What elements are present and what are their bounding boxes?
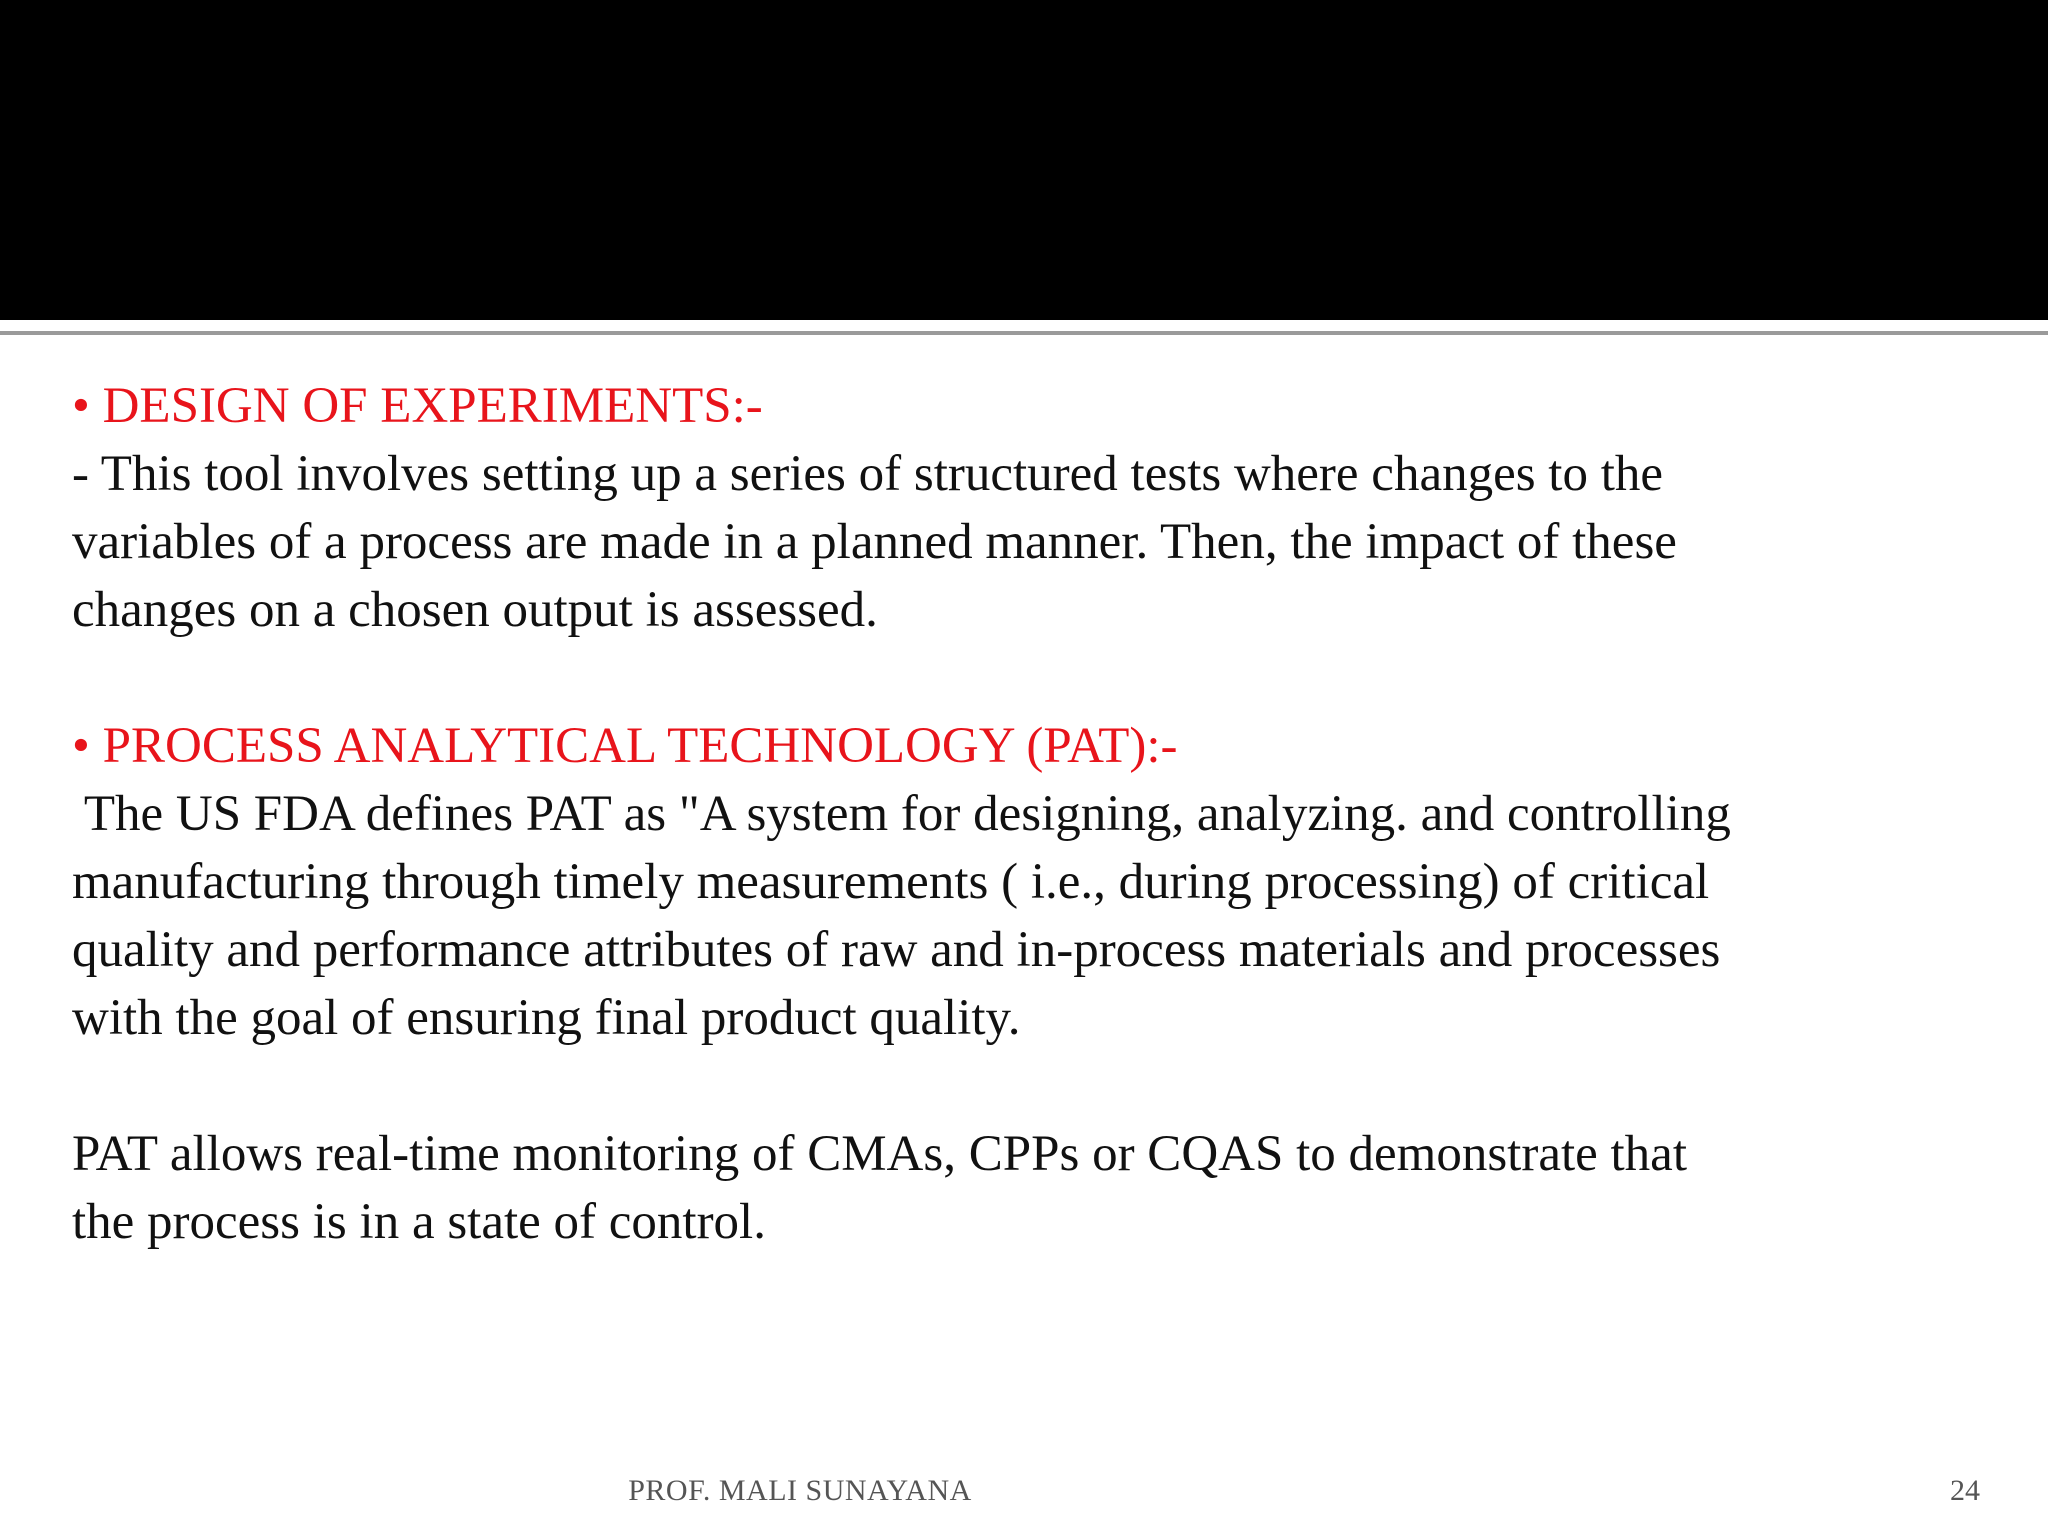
title-bar	[0, 0, 2048, 320]
pat-line-2: manufacturing through timely measurements ( i.e., during processing) of critical	[72, 854, 1710, 910]
pat-line-1: The US FDA defines PAT as "A system for designing, analyzing. and controlling	[72, 786, 1731, 842]
page-number: 24	[1950, 1474, 1980, 1507]
title-divider	[0, 331, 2048, 335]
section-design-of-experiments	[72, 372, 2002, 644]
pat-monitoring-line-1: PAT allows real-time monitoring of CMAs, CPPs or CQAS to demonstrate that	[72, 1126, 1687, 1182]
doe-line-1: - This tool involves setting up a series of structured tests where changes to the	[72, 446, 1664, 502]
doe-line-3: changes on a chosen output is assessed.	[72, 582, 878, 638]
heading-pat: • PROCESS ANALYTICAL TECHNOLOGY (PAT):-	[72, 718, 1178, 774]
heading-design-of-experiments: • DESIGN OF EXPERIMENTS:-	[72, 378, 763, 434]
section-pat-monitoring	[72, 1120, 2002, 1256]
footer-author: PROF. MALI SUNAYANA	[628, 1474, 972, 1507]
spacer	[72, 1052, 2002, 1120]
doe-line-2: variables of a process are made in a planned manner. Then, the impact of these	[72, 514, 1677, 570]
pat-monitoring-line-2: the process is in a state of control.	[72, 1194, 766, 1250]
section-pat	[72, 712, 2002, 1052]
pat-line-4: with the goal of ensuring final product quality.	[72, 990, 1021, 1046]
pat-line-3: quality and performance attributes of raw and in-process materials and processes	[72, 922, 1721, 978]
slide-body	[72, 372, 2002, 1256]
spacer	[72, 644, 2002, 712]
